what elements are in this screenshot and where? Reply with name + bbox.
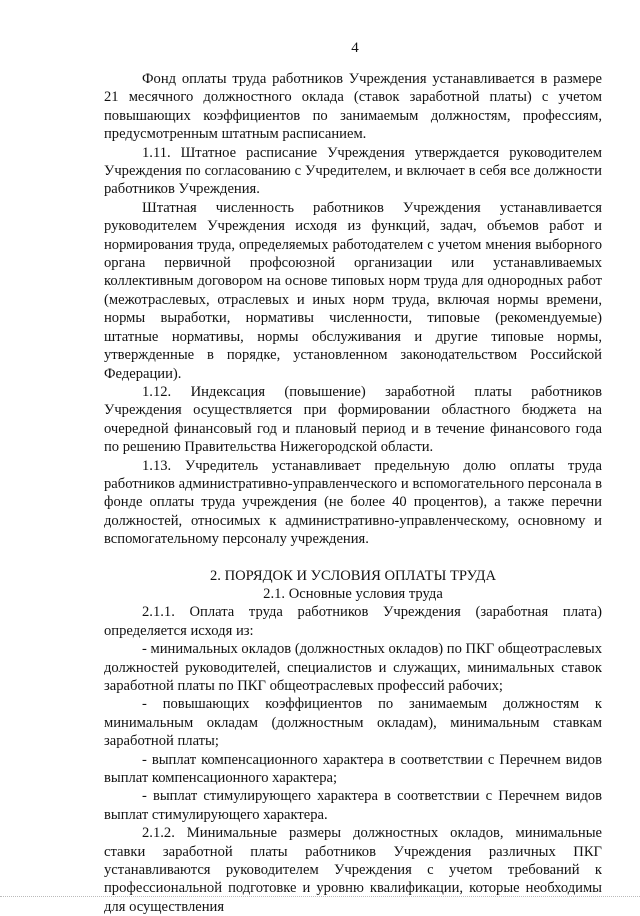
paragraph-2-1-1: 2.1.1. Оплата труда работников Учреждения (заработная плата) определяется исходя из:	[104, 604, 602, 639]
page-bottom-edge	[0, 896, 640, 897]
paragraph-staff-count: Штатная численность работников Учреждения устанавливается руководителем Учреждения исходя из функций, задач, объемов работ и нормирования труда, определяемых работодателем с учетом мнения выборного органа первичной профсоюзной организации или устанавливаемых коллективным договором на основе типовых норм труда для однородных работ (межотраслевых, отраслевых и иных норм труда, включая нормы времени, нормы выработки, нормативы численности, типовые (рекомендуемые) штатные нормативы, нормы обслуживания и другие типовые нормы, утвержденные в порядке, установленном законодательством Российской Федерации).	[104, 199, 602, 382]
bullet-incentive: - выплат стимулирующего характера в соответствии с Перечнем видов выплат стимулирующего характера.	[104, 788, 602, 823]
paragraph-1-13: 1.13. Учредитель устанавливает предельную долю оплаты труда работников административно-управленческого и вспомогательного персонала в фонде оплаты труда учреждения (не более 40 процентов), а также перечни должностей, относимых к административно-управленческому, основному и вспомогательному персоналу учреждения.	[104, 457, 602, 548]
paragraph-2-1-2: 2.1.2. Минимальные размеры должностных окладов, минимальные ставки заработной платы работников Учреждения различных ПКГ устанавливаются руководителем Учреждения с учетом требований к профессиональной подготовке и уровню квалификации, которые необходимы для осуществления	[104, 825, 602, 915]
section-title: 2. ПОРЯДОК И УСЛОВИЯ ОПЛАТЫ ТРУДА	[209, 567, 496, 584]
bullet-coefficients: - повышающих коэффициентов по занимаемым должностям к минимальным окладам (должностным окладам), минимальным ставкам заработной платы;	[104, 696, 602, 750]
paragraph-1-12: 1.12. Индексация (повышение) заработной платы работников Учреждения осуществляется при формировании областного бюджета на очередной финансовый год и плановый период и в течение финансового года по решению Правительства Нижегородской области.	[104, 383, 602, 456]
page-number: 4	[351, 40, 359, 56]
subsection-title: 2.1. Основные условия труда	[263, 585, 443, 602]
paragraph-wage-fund: Фонд оплаты труда работников Учреждения устанавливается в размере 21 месячного должностного оклада (ставок заработной платы) с учетом повышающих коэффициентов по занимаемым должностям, профессиям, предусмотренным штатным расписанием.	[104, 71, 602, 143]
bullet-compensation: - выплат компенсационного характера в соответствии с Перечнем видов выплат компенсационного характера;	[104, 751, 602, 787]
paragraph-1-11: 1.11. Штатное расписание Учреждения утверждается руководителем Учреждения по согласованию с Учредителем, и включает в себя все должности работников Учреждения.	[104, 144, 602, 198]
bullet-min-salaries: - минимальных окладов (должностных окладов) по ПКГ общеотраслевых должностей руководителей, специалистов и служащих, минимальных ставок заработной платы по ПКГ общеотраслевых профессий рабочих;	[104, 641, 602, 694]
